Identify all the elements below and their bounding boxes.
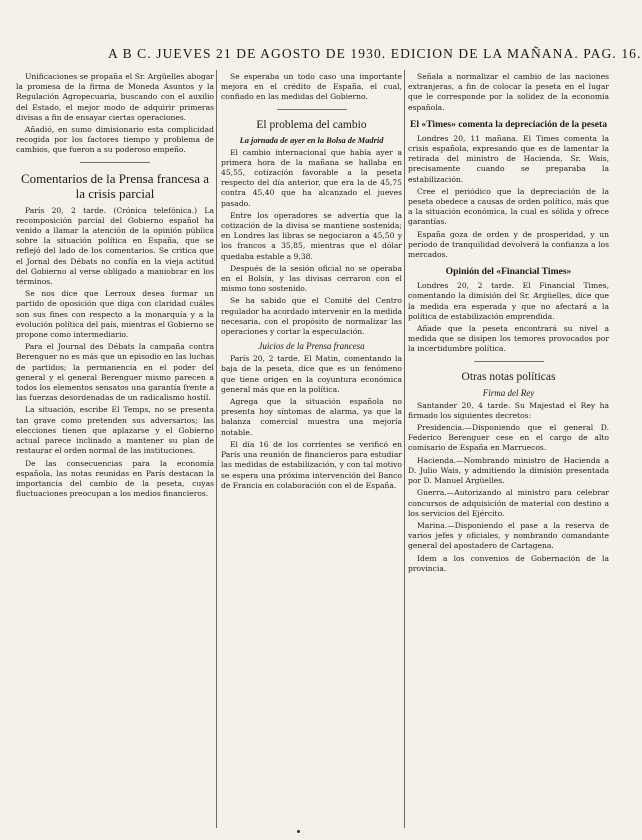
article-heading: El problema del cambio [256, 118, 367, 131]
article-paragraph: París 20, 2 tarde. (Crónica telefónica.) La recomposición parcial del Gobierno español ha venido a llamar la atención de la opinión pública sobre la situación política en España, que se reflejó del lado de los comentarios. Se critica que el Jornal des Débats no confía en la vieja actitud del Gobierno al verse obligado a maniobrar en los términos. [16, 205, 214, 287]
article-paragraph: París 20, 2 tarde. El Matin, comentando la baja de la peseta, dice que es un fenómeno que tiene origen en la coyuntura económica general más que en la política. [221, 354, 402, 394]
article-paragraph: Añadió, en sumo dimisionario esta complicidad recogida por los factores tiempo y problema de cambios, que fueron a su poderoso empeño. [16, 125, 214, 155]
article-paragraph: Presidencia.—Disponiendo que el general D. Federico Berenguer cese en el cargo de alto comisario de España en Marruecos. [408, 423, 609, 453]
article-paragraph: Añade que la peseta encontrará su nivel a medida que se disipen los temores provocados por la incertidumbre política. [408, 324, 609, 354]
separator-rule [474, 361, 544, 362]
article-paragraph: Se nos dice que Lerroux desea formar un partido de oposición que diga con claridad cuáles son sus fines con respecto a la monarquía y a la evolución política del país, mientras el Gobierno se propone como intermediario. [16, 289, 214, 340]
separator-rule [80, 162, 150, 163]
article-paragraph: De las consecuencias para la economía española, las notas reunidas en París destacan la importancia del cambio de la peseta, cuyas fluctuaciones preocupan a los medios financieros. [16, 458, 214, 499]
article-paragraph: Se esperaba un todo caso una importante mejora en el crédito de España, el cual, confiado en las medidas del Gobierno. [221, 72, 402, 102]
article-heading: El «Times» comenta la depreciación de la peseta [409, 118, 608, 130]
column-3 [408, 72, 609, 576]
article-paragraph: Para el Journal des Débats la campaña contra Berenguer no es más que un episodio en las luchas de partidos; la permanencia en el poder del general y el general Berenguer mismo parecen a todos los elementos sensatos una garantía frente a las fuerzas desordenadas de un radicalismo hostil. [16, 342, 214, 403]
article-paragraph: Hacienda.—Nombrando ministro de Hacienda a D. Julio Wais, y admitiendo la dimisión presentada por D. Manuel Argüelles. [408, 455, 609, 486]
page-header: A B C. JUEVES 21 DE AGOSTO DE 1930. EDICION DE LA MAÑANA. PAG. 16. [108, 46, 642, 61]
article-paragraph: Santander 20, 4 tarde. Su Majestad el Rey ha firmado los siguientes decretos: [408, 400, 609, 420]
article-heading: Otras notas políticas [461, 370, 556, 383]
article-subheading: Juicios de la Prensa francesa [258, 341, 365, 352]
article-heading: Comentarios de la Prensa francesa a la crisis parcial [20, 170, 210, 201]
article-paragraph: Cree el periódico que la depreciación de la peseta obedece a causas de orden político, más que a la situación económica, la cual es sólida y ofrece garantías. [408, 186, 609, 227]
article-heading: Opinión del «Financial Times» [445, 266, 572, 278]
article-paragraph: La situación, escribe El Temps, no se presenta tan grave como pretenden sus adversarios; las elecciones tienen que aplazarse y el Gobierno actual parece inclinado a mantener su plan de restaurar el orden normal de las instituciones. [16, 405, 214, 456]
column-divider [404, 70, 405, 828]
article-paragraph: Entre los operadores se advertía que la cotización de la divisa se mantiene sostenida; en Londres las libras se negociaron a 45,50 y los francos a 35,85, mientras que el dólar quedaba estable a 9,38. [221, 210, 402, 261]
article-paragraph: Marina.—Disponiendo el pase a la reserva de varios jefes y oficiales, y nombrando comandante general del apostadero de Cartagena. [408, 520, 609, 551]
separator-rule [277, 109, 347, 110]
article-paragraph: Guerra.—Autorizando al ministro para celebrar concursos de adquisición de material con destino a los servicios del Ejército. [408, 488, 609, 518]
column-divider [216, 70, 217, 828]
article-paragraph: El cambio internacional que había ayer a primera hora de la mañana se hallaba en 45,55, cotización favorable a la peseta respecto del día anterior, que era la de 45,75 contra 45,40 que ha alcanzado el jueves pasado. [221, 147, 402, 208]
article-paragraph: Londres 20, 11 mañana. El Times comenta la crisis española, expresando que es de lamentar la retirada del ministro de Hacienda, Sr. Wais, precisamente cuando se preparaba la estabilización. [408, 133, 609, 184]
article-paragraph: El día 16 de los corrientes se verificó en París una reunión de financieros para estudiar las medidas de estabilización, y con tal motivo se espera una próxima intervención del Banco de Francia en colaboración con el de España. [221, 439, 402, 490]
article-subheading: Firma del Rey [482, 387, 535, 398]
article-paragraph: Unificaciones se propaña el Sr. Argüelles abogar la promesa de la firma de Moneda Asuntos y la Regulación Agropecuaria, buscando con el auxilio del Estado, el mejor modo de adquirir primeras divisas a fin de ensayar ciertas operaciones. [16, 72, 214, 122]
column-2 [221, 72, 402, 493]
article-subheading: La jornada de ayer en la Bolsa de Madrid [239, 135, 384, 145]
article-paragraph: Londres 20, 2 tarde. El Financial Times, comentando la dimisión del Sr. Argüelles, dice que la medida era esperada y que no afectará a la política de estabilización emprendida. [408, 281, 609, 321]
article-paragraph: España goza de orden y de prosperidad, y un período de tranquilidad devolverá la confianza a los mercados. [408, 229, 609, 260]
column-1 [16, 72, 214, 501]
article-paragraph: Agrega que la situación española no presenta hoy síntomas de alarma, ya que la balanza comercial muestra una mejoría notable. [221, 397, 402, 437]
page-mark [297, 830, 300, 833]
article-paragraph: Se ha sabido que el Comité del Centro regulador ha acordado intervenir en la medida necesaria, con el propósito de normalizar las operaciones y cortar la especulación. [221, 296, 402, 337]
article-paragraph: Señala a normalizar el cambio de las naciones extranjeras, a fin de colocar la peseta en el lugar que le corresponde por la solidez de la economía española. [408, 72, 609, 112]
article-paragraph: Idem a los convenios de Gobernación de la provincia. [408, 553, 609, 573]
article-paragraph: Después de la sesión oficial no se operaba en el Bolsín, y las divisas cerraron con el mismo tono sostenido. [221, 263, 402, 294]
